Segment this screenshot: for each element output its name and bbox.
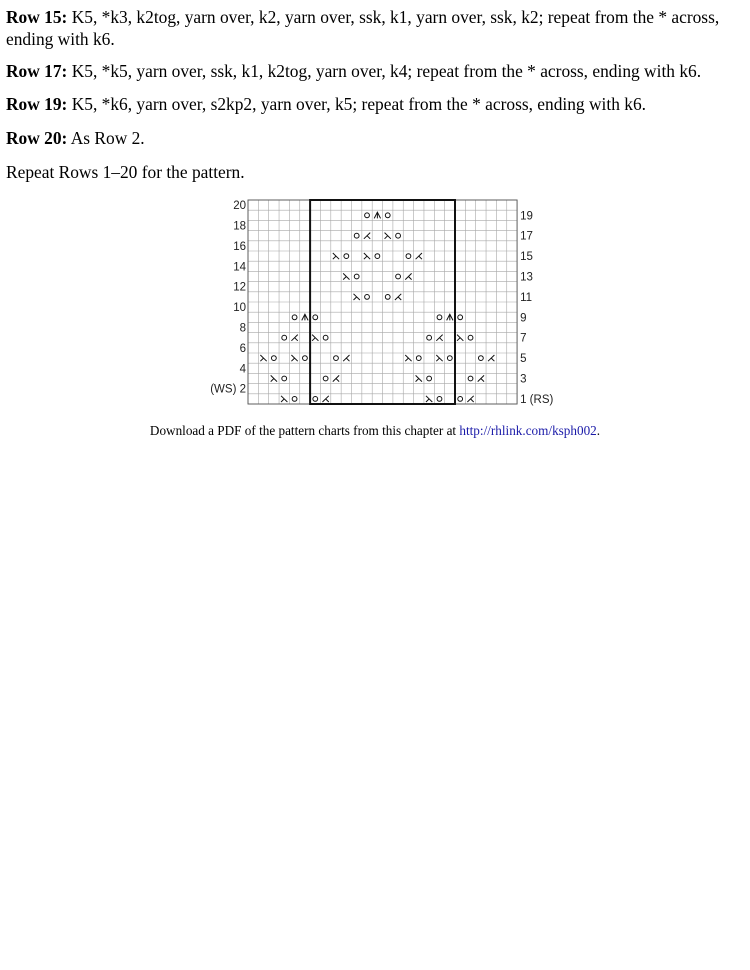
row-17-instruction (6, 60, 744, 82)
right-row-label: 1 (RS) (520, 393, 554, 406)
row-17-text: K5, *k5, yarn over, ssk, k1, k2tog, yarn over, k4; repeat from the * across, ending with k6. (67, 61, 702, 81)
left-row-label: 14 (233, 261, 246, 274)
row-20-label: Row 20: (6, 128, 68, 148)
row-20-instruction (6, 127, 744, 149)
row-17-label: Row 17: (6, 61, 68, 81)
left-row-label: (WS) 2 (210, 383, 246, 396)
left-row-label: 10 (233, 302, 246, 315)
right-row-label: 5 (520, 353, 527, 366)
left-row-label: 12 (233, 281, 246, 294)
right-row-label: 17 (520, 230, 533, 243)
row-15-instruction (6, 6, 744, 50)
row-19-label: Row 19: (6, 94, 68, 114)
right-row-label: 9 (520, 312, 527, 325)
right-row-label: 13 (520, 271, 533, 284)
left-row-label: 16 (233, 240, 246, 253)
pattern-chart-svg (205, 196, 554, 410)
pattern-chart (205, 196, 554, 410)
right-row-label: 11 (520, 291, 533, 304)
right-row-label: 15 (520, 251, 533, 264)
row-19-instruction (6, 93, 744, 115)
right-row-label: 3 (520, 373, 527, 386)
row-19-text: K5, *k6, yarn over, s2kp2, yarn over, k5; repeat from the * across, ending with k6. (67, 94, 646, 114)
left-row-label: 20 (233, 200, 246, 213)
left-row-label: 8 (239, 322, 246, 335)
caption-prefix: Download a PDF of the pattern charts from this chapter at (149, 423, 460, 438)
right-row-label: 7 (520, 332, 527, 345)
row-15-text: K5, *k3, k2tog, yarn over, k2, yarn over, ssk, k1, yarn over, ssk, k2; repeat from the * across, ending with k6. (6, 7, 720, 49)
left-row-label: 4 (239, 363, 246, 376)
repeat-note: Repeat Rows 1–20 for the pattern. (6, 162, 245, 182)
right-row-label: 19 (520, 210, 533, 223)
left-row-label: 18 (233, 220, 246, 233)
chart-pdf-link[interactable]: http://rhlink.com/ksph002 (459, 423, 597, 438)
left-row-label: 6 (239, 342, 246, 355)
row-15-label: Row 15: (6, 7, 68, 27)
caption-suffix: . (596, 423, 601, 438)
row-20-text: As Row 2. (67, 128, 145, 148)
download-caption (0, 423, 750, 439)
